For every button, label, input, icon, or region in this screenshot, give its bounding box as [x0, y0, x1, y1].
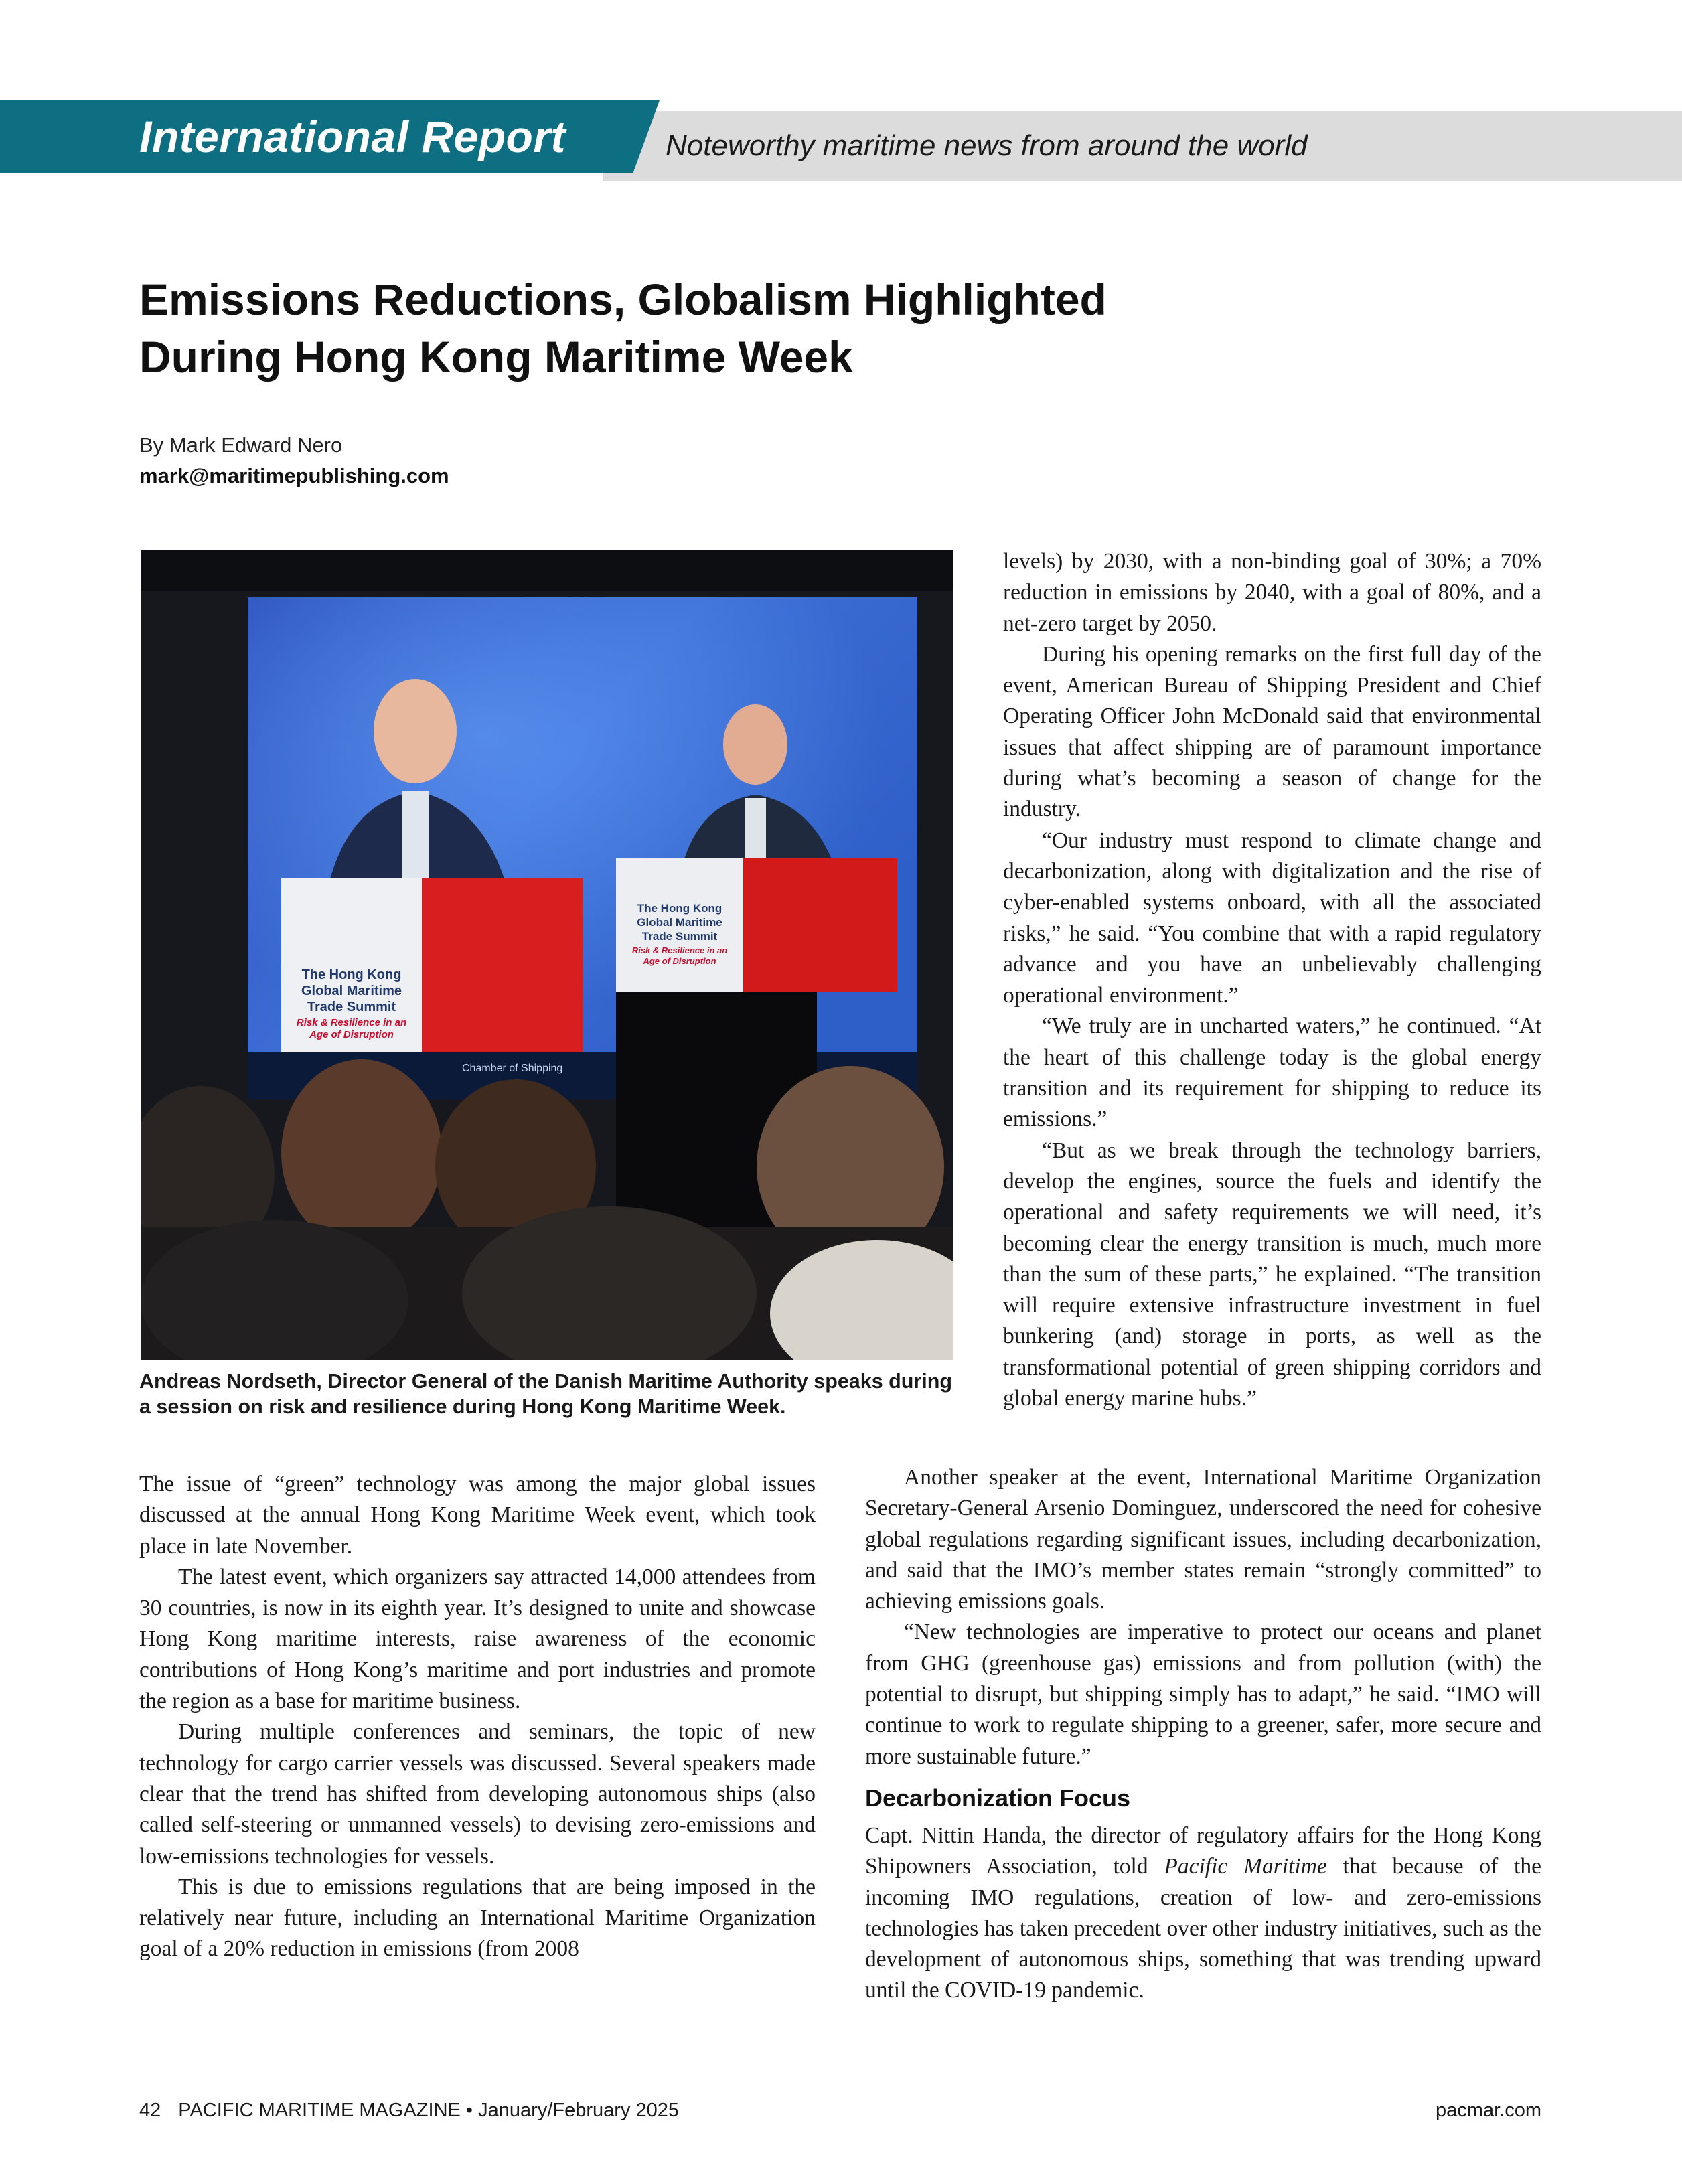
headline-line-2: During Hong Kong Maritime Week	[139, 332, 853, 382]
article-headline	[139, 270, 1345, 386]
live-podium-text-4: Risk & Resilience in an	[631, 945, 728, 955]
paragraph: The latest event, which organizers say attracted 14,000 attendees from 30 countries, is now in its eighth year. It’s designed to unite and showcase Hong Kong maritime interests, raise awareness of the economic contributions of Hong Kong’s maritime and port industries and promote the region as a base for maritime business.	[139, 1564, 816, 1714]
page-number: 42	[139, 2100, 161, 2121]
paragraph: During multiple conferences and seminars, the topic of new technology for cargo carrier vessels was discussed. Several speakers made clear that the trend has shifted from developing autonomous ships (also called self-steering or unmanned vessels) to devising zero-emissions and low-emissions technologies for vessels.	[139, 1719, 816, 1869]
paragraph: The issue of “green” technology was among the major global issues discussed at the annual Hong Kong Maritime Week event, which took place in late November.	[139, 1472, 816, 1559]
footer-left	[139, 2097, 679, 2124]
paragraph-text: that because of the incoming IMO regulations, creation of low- and zero-emissions technologies has taken precedent over other industry initiatives, such as the development of autonomous ships, something that was trending upward until the COVID-19 pandemic.	[865, 1854, 1541, 2003]
screen-podium-text-3: Trade Summit	[307, 1000, 396, 1014]
live-podium-text-5: Age of Disruption	[643, 956, 716, 966]
paragraph: During his opening remarks on the first full day of the event, American Bureau of Shipping President and Chief Operating Officer John McDonald said that environmental issues that affect shipping are of paramount importance during what’s becoming a season of change for the industry.	[1003, 641, 1541, 822]
screen-sponsor-text: Chamber of Shipping	[462, 1063, 563, 1074]
paragraph: Another speaker at the event, International Maritime Organization Secretary-General Arsenio Dominguez, underscored the need for cohesive global regulations regarding significant issues, including decarbonization, and said that the IMO’s member states remain “strongly committed” to achieving emissions goals.	[865, 1465, 1541, 1614]
paragraph: This is due to emissions regulations that are being imposed in the relatively near future, including an International Maritime Organization goal of a 20% reduction in emissions (from 2008	[139, 1874, 816, 1962]
right-column-bottom	[865, 1462, 1541, 2007]
paragraph-text: Capt. Nittin Handa, the director of regulatory affairs for the Hong Kong Shipowners Association, told	[865, 1822, 1541, 1879]
section-title: International Report	[139, 112, 566, 161]
paragraph: “Our industry must respond to climate change and decarbonization, along with digitalization and the rise of cyber-enabled systems onboard, with all the associated risks,” he said. “You combine that with a rapid regulatory advance and you have an unbelievably challenging operational environment.”	[1003, 828, 1541, 1008]
live-podium-text-2: Global Maritime	[637, 916, 722, 929]
live-podium-text-3: Trade Summit	[641, 930, 718, 943]
left-column	[139, 1469, 816, 1965]
byline: By Mark Edward Nero	[139, 433, 343, 457]
article-photo	[141, 550, 953, 1360]
paragraph: levels) by 2030, with a non-binding goal of 30%; a 70% reduction in emissions by 2040, with a goal of 80%, and a net-zero target by 2050.	[1003, 549, 1541, 636]
paragraph: “New technologies are imperative to protect our oceans and planet from GHG (greenhouse gas) emissions and from pollution (with) the potential to disrupt, but shipping simply has to adapt,” he said. “IMO will continue to work to regulate shipping to a greener, safer, more secure and more sustainable future.”	[865, 1620, 1541, 1769]
screen-podium-text-4: Risk & Resilience in an	[296, 1017, 407, 1028]
screen-podium-text-1: The Hong Kong	[301, 967, 402, 982]
photo-caption: Andreas Nordseth, Director General of the Danish Maritime Authority speaks during a session on risk and resilience during Hong Kong Maritime Week.	[139, 1370, 953, 1418]
author-email: mark@maritimepublishing.com	[139, 464, 449, 487]
paragraph: “But as we break through the technology barriers, develop the engines, source the fuels and identify the operational and safety requirements we will need, it’s becoming clear the energy transition is much, much more than the sum of these parts,” he explained. “The transition will require extensive infrastructure investment in fuel bunkering (and) storage in ports, as well as the transformational potential of green shipping corridors and global energy marine hubs.”	[1003, 1138, 1541, 1411]
paragraph	[865, 1820, 1541, 2007]
screen-podium-text-5: Age of Disruption	[309, 1029, 394, 1040]
right-column-top	[1003, 546, 1541, 1414]
headline-line-1: Emissions Reductions, Globalism Highlighted	[139, 275, 1107, 324]
section-subtitle: Noteworthy maritime news from around the world	[666, 129, 1308, 162]
publication-name: Pacific Maritime	[1164, 1854, 1327, 1879]
live-podium-text-1: The Hong Kong	[637, 902, 722, 915]
paragraph: “We truly are in uncharted waters,” he continued. “At the heart of this challenge today is the global energy transition and its requirement for shipping to reduce its emissions.”	[1003, 1014, 1541, 1132]
website-link[interactable]: pacmar.com	[1436, 2100, 1541, 2121]
screen-podium-text-2: Global Maritime	[301, 984, 402, 998]
publication-info: PACIFIC MARITIME MAGAZINE • January/February 2025	[178, 2100, 679, 2121]
section-heading: Decarbonization Focus	[865, 1784, 1131, 1812]
